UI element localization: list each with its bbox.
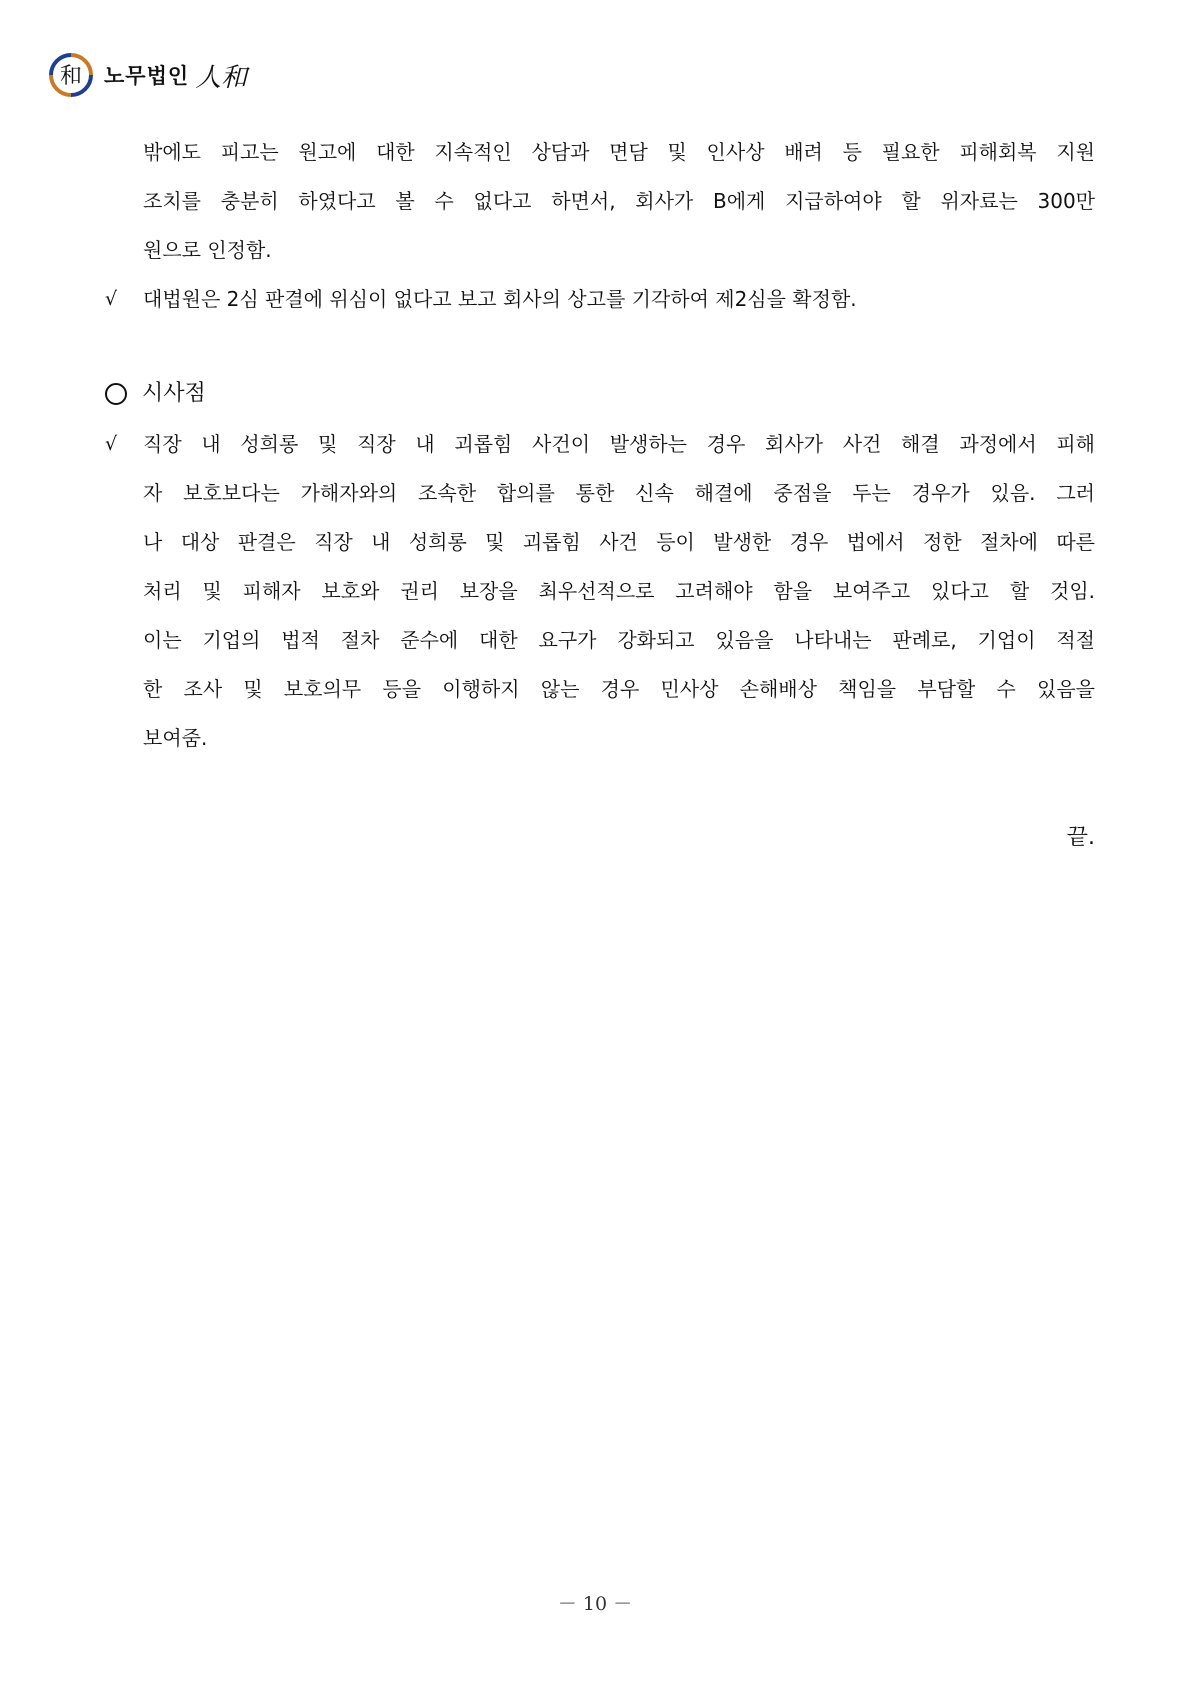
circle-bullet-icon bbox=[105, 383, 127, 405]
paragraph-line: 원으로 인정함. bbox=[143, 238, 272, 262]
firm-hanja: 人和 bbox=[195, 62, 248, 93]
paragraph-line: 처리 및 피해자 보호와 권리 보장을 최우선적으로 고려해야 함을 보여주고 있다고 할 것임. bbox=[143, 579, 1095, 603]
bullet-text: 직장 내 성희롱 및 직장 내 괴롭힘 사건이 발생하는 경우 회사가 사건 해결 과정에서 피해 bbox=[143, 432, 1095, 456]
paragraph-line: 자 보호보다는 가해자와의 조속한 합의를 통한 신속 해결에 중점을 두는 경우가 있음. 그러 bbox=[143, 481, 1095, 505]
bullet-text: 대법원은 2심 판결에 위심이 없다고 보고 회사의 상고를 기각하여 제2심을 확정함. bbox=[143, 287, 857, 311]
section-heading bbox=[105, 368, 1095, 420]
header bbox=[48, 50, 247, 100]
paragraph-line: 밖에도 피고는 원고에 대한 지속적인 상담과 면담 및 인사상 배려 등 필요한 피해회복 지원 bbox=[143, 140, 1095, 164]
section-title: 시사점 bbox=[142, 381, 206, 406]
seal-char: 和 bbox=[59, 64, 83, 89]
firm-name: 노무법인 bbox=[104, 64, 190, 88]
seal-icon bbox=[48, 52, 94, 98]
paragraph-line: 한 조사 및 보호의무 등을 이행하지 않는 경우 민사상 손해배상 책임을 부담할 수 있음을 bbox=[143, 677, 1095, 701]
paragraph-line: 이는 기업의 법적 절차 준수에 대한 요구가 강화되고 있음을 나타내는 판례로, 기업이 적절 bbox=[143, 628, 1095, 652]
check-bullet-icon: √ bbox=[105, 433, 118, 455]
end-mark: 끝. bbox=[1066, 825, 1095, 850]
document-body bbox=[105, 128, 1095, 763]
bullet-item bbox=[105, 420, 1095, 469]
paragraph-line: 보여줌. bbox=[143, 726, 208, 750]
firm-seal-logo bbox=[48, 52, 94, 98]
check-bullet-icon: √ bbox=[105, 288, 118, 310]
paragraph-line: 나 대상 판결은 직장 내 성희롱 및 괴롭힘 사건 등이 발생한 경우 법에서 정한 절차에 따른 bbox=[143, 530, 1095, 554]
page-number: － 10 － bbox=[557, 1593, 633, 1615]
paragraph-line: 조치를 충분히 하였다고 볼 수 없다고 하면서, 회사가 B에게 지급하여야 할 위자료는 300만 bbox=[143, 189, 1095, 213]
bullet-item bbox=[105, 275, 1095, 324]
